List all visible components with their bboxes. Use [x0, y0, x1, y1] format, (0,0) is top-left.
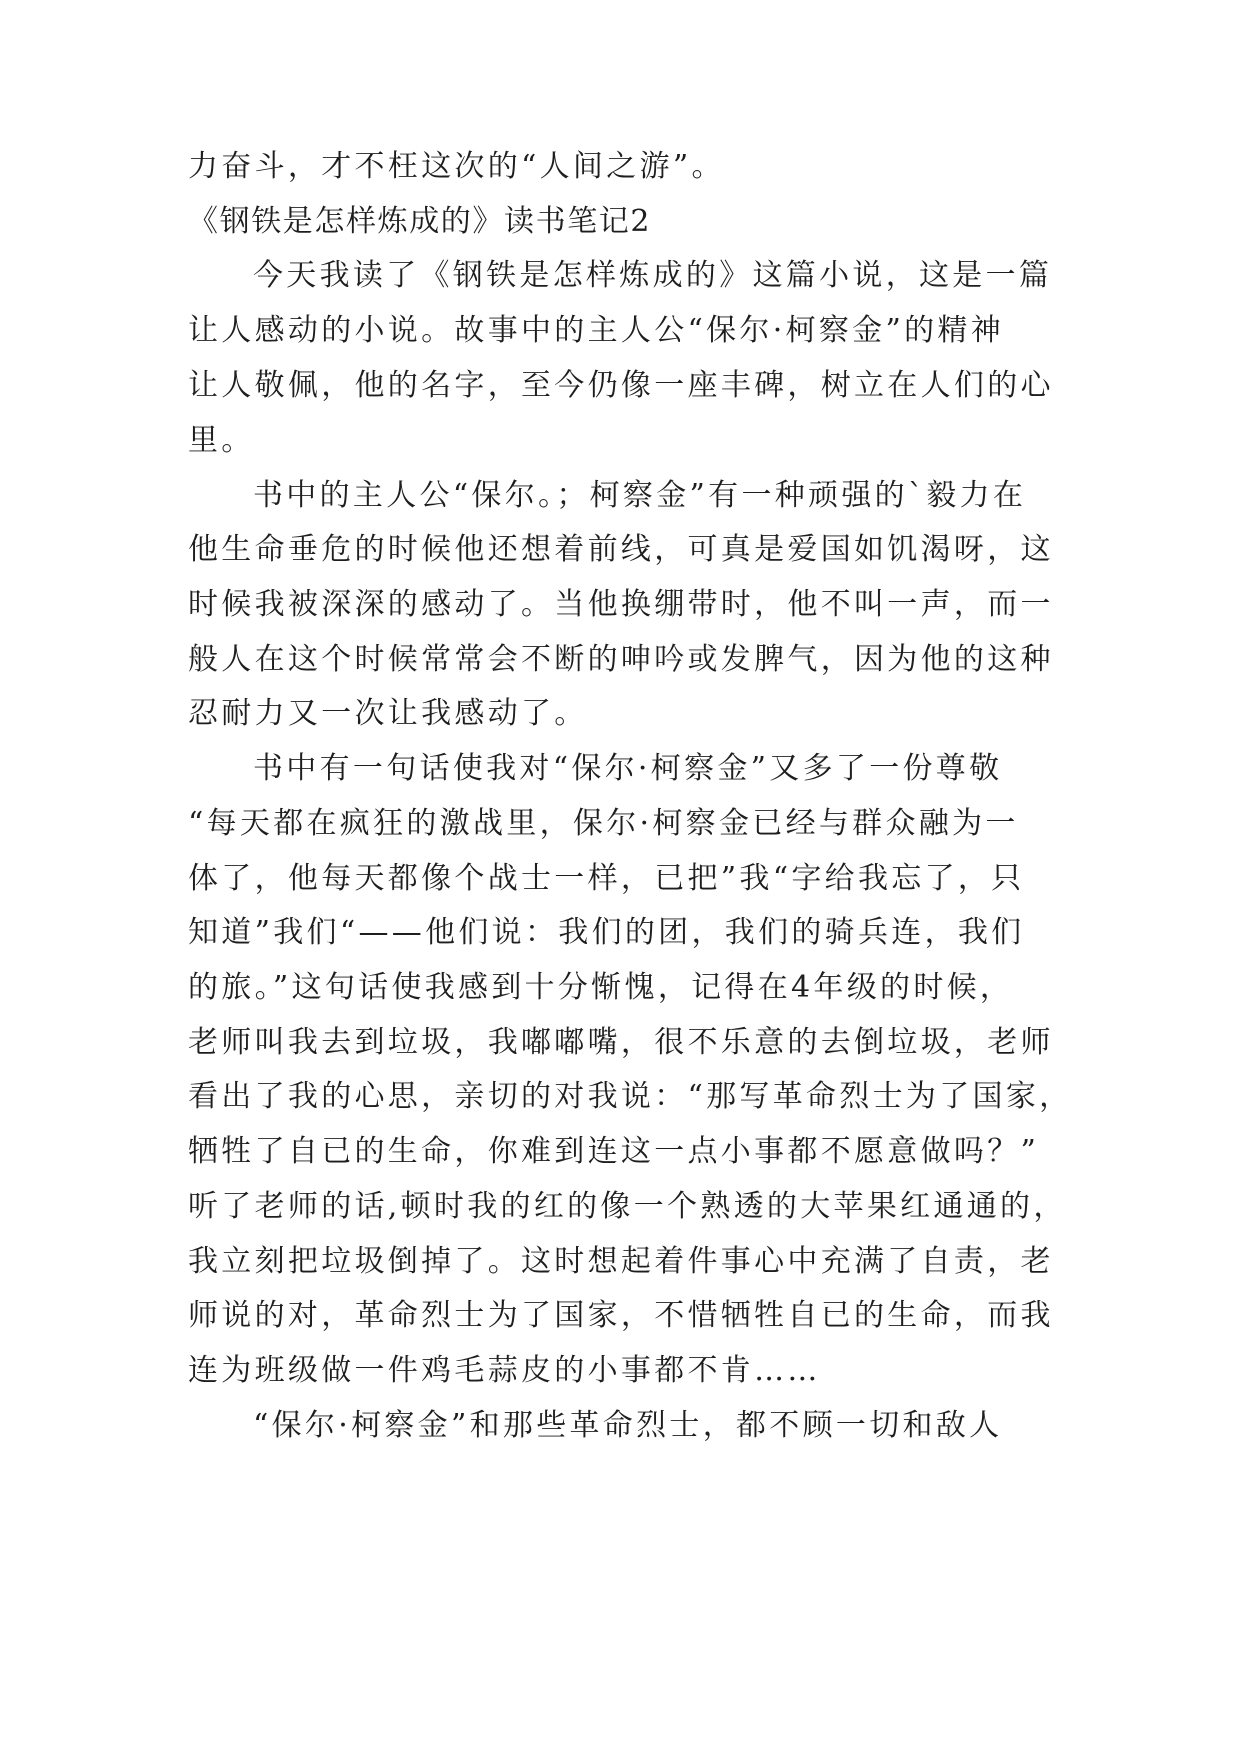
text-line: 今天我读了《钢铁是怎样炼成的》这篇小说，这是一篇: [253, 258, 1053, 293]
text-line: “每天都在疯狂的激战里，保尔·柯察金已经与群众融为一: [188, 806, 1019, 841]
text-line: 他生命垂危的时候他还想着前线，可真是爱国如饥渴呀，这: [188, 532, 1054, 567]
text-line: 让人感动的小说。故事中的主人公“保尔·柯察金”的精神: [188, 313, 1005, 348]
text-line: 师说的对，革命烈士为了国家，不惜牺牲自已的生命，而我: [188, 1298, 1054, 1333]
section-title: 《钢铁是怎样炼成的》读书笔记2: [188, 204, 652, 239]
text-line: 我立刻把垃圾倒掉了。这时想起着件事心中充满了自责，老: [188, 1244, 1054, 1279]
text-line: 的旅。”这句话使我感到十分惭愧，记得在4年级的时候，: [188, 970, 1014, 1005]
text-line: 老师叫我去到垃圾，我嘟嘟嘴，很不乐意的去倒垃圾，老师: [188, 1025, 1054, 1060]
text-line: 书中有一句话使我对“保尔·柯察金”又多了一份尊敬: [253, 751, 1003, 786]
text-line: 体了，他每天都像个战士一样，已把”我“字给我忘了，只: [188, 861, 1025, 896]
text-line: 力奋斗，才不枉这次的“人间之游”。: [188, 149, 725, 184]
text-line: 般人在这个时候常常会不断的呻吟或发脾气，因为他的这种: [188, 642, 1054, 677]
text-line: 忍耐力又一次让我感动了。: [188, 696, 588, 731]
text-line: 书中的主人公“保尔。；柯察金”有一种顽强的`毅力在: [253, 478, 1027, 513]
text-line: 知道”我们“——他们说：我们的团，我们的骑兵连，我们: [188, 915, 1025, 950]
text-line: 让人敬佩，他的名字，至今仍像一座丰碑，树立在人们的心: [188, 368, 1054, 403]
text-line: 牺牲了自已的生命，你难到连这一点小事都不愿意做吗？”: [188, 1134, 1040, 1169]
text-line: 里。: [188, 423, 255, 458]
text-line: 连为班级做一件鸡毛蒜皮的小事都不肯……: [188, 1353, 821, 1388]
text-line: 听了老师的话,顿时我的红的像一个熟透的大苹果红通通的，: [188, 1189, 1067, 1224]
text-line: 看出了我的心思，亲切的对我说：“那写革命烈士为了国家，: [188, 1079, 1073, 1114]
text-line: 时候我被深深的感动了。当他换绷带时，他不叫一声，而一: [188, 587, 1054, 622]
text-line: “保尔·柯察金”和那些革命烈士，都不顾一切和敌人: [253, 1408, 1003, 1443]
